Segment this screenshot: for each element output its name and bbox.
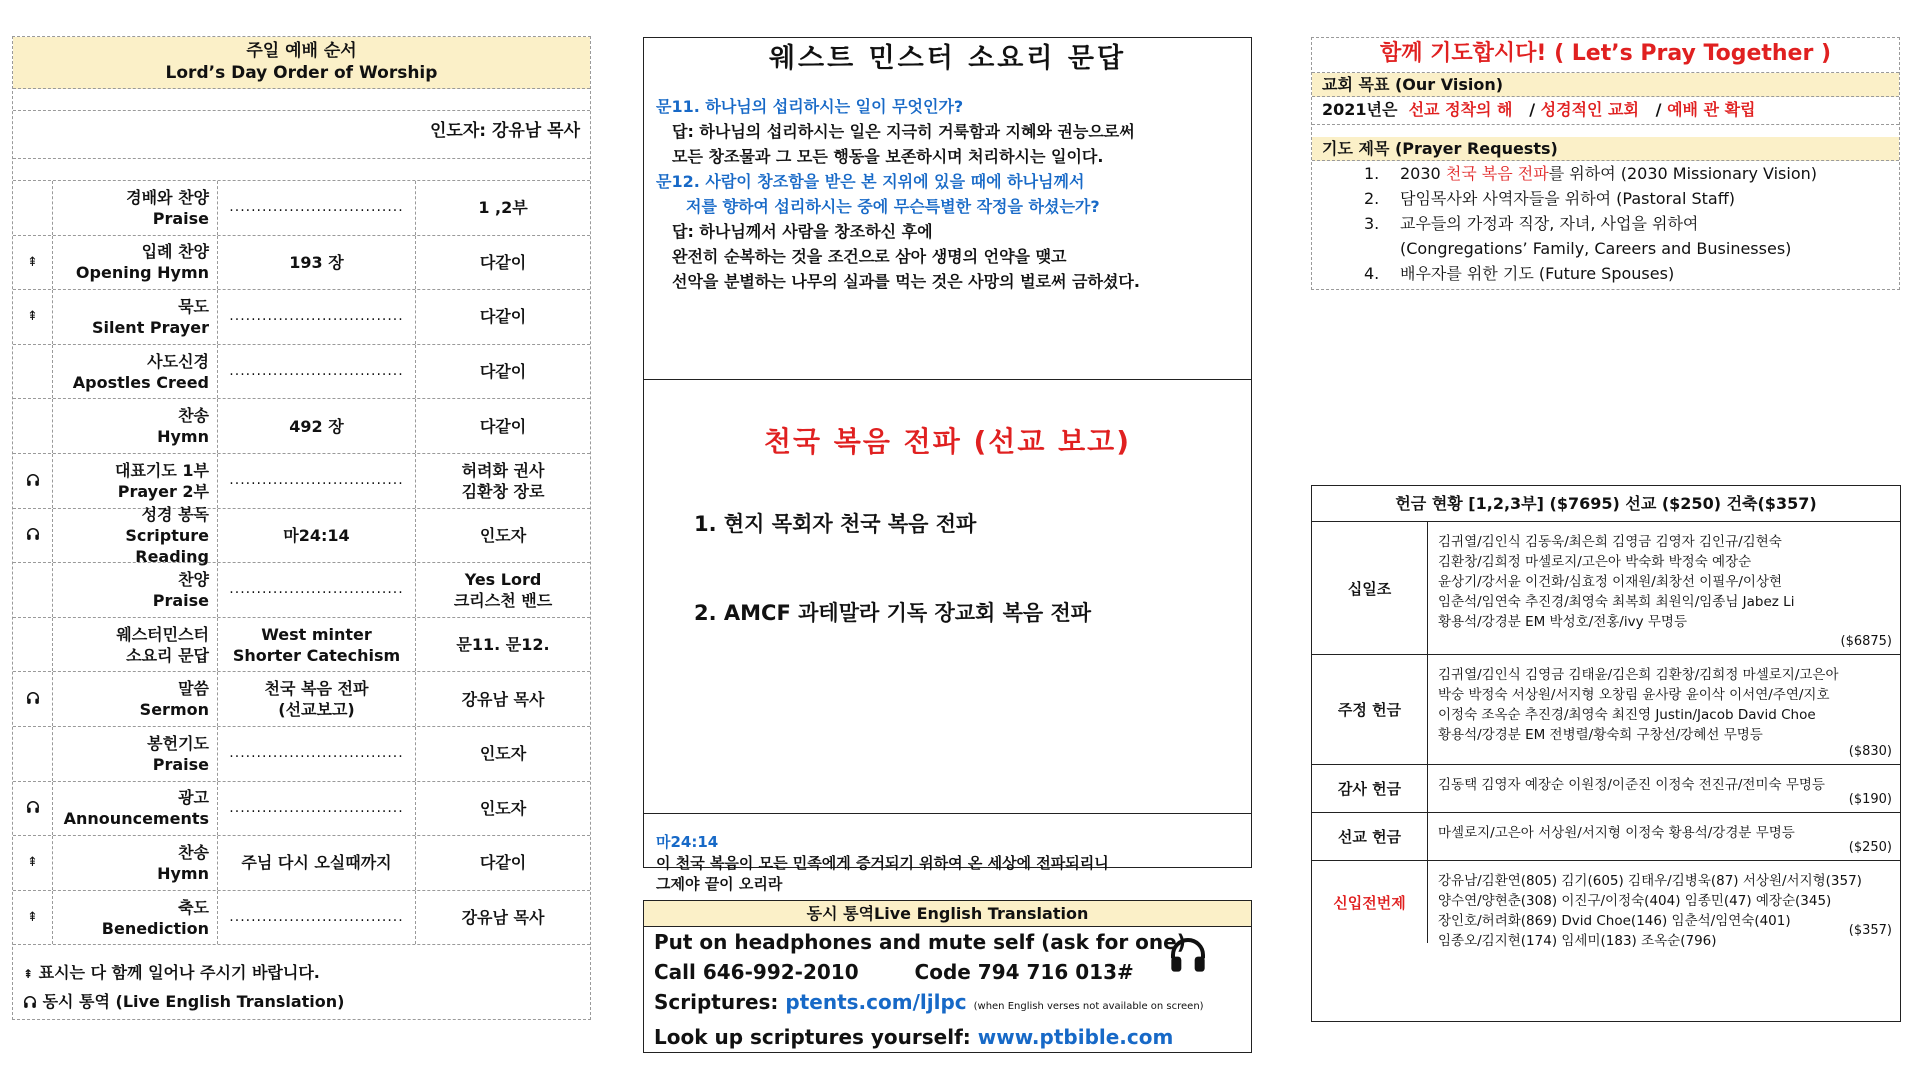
answer-11-line1: 답: 하나님의 섭리하시는 일은 지극히 거룩함과 지혜와 권능으로써 bbox=[672, 122, 1135, 141]
offering-names-line: 장인호/허려화(869) Dvid Choe(146) 임춘석/임연숙(401) bbox=[1438, 913, 1791, 929]
worship-row bbox=[13, 782, 590, 837]
worship-title-en: Lord’s Day Order of Worship bbox=[165, 63, 438, 83]
worship-row bbox=[13, 454, 590, 509]
lookup-link[interactable]: www.ptbible.com bbox=[977, 1025, 1174, 1049]
worship-row-name-ko: 봉헌기도 bbox=[147, 733, 209, 753]
worship-row-name-en: Benediction bbox=[101, 918, 209, 938]
worship-row-right bbox=[416, 891, 590, 945]
offering-names-line: 윤상기/강서윤 이건화/심효정 이재원/최창선 이필우/이상현 bbox=[1438, 574, 1783, 590]
worship-row-name-ko: 말씀 bbox=[178, 679, 209, 699]
offering-amount: ($250) bbox=[1848, 840, 1892, 855]
offering-names bbox=[1428, 813, 1900, 860]
worship-row-right bbox=[416, 290, 590, 344]
scriptures-link[interactable]: ptents.com/ljlpc bbox=[785, 990, 967, 1014]
stand-icon: ⇞ bbox=[27, 254, 38, 270]
mission-item-2: 2. AMCF 과테말라 기독 장교회 복음 전파 bbox=[694, 601, 1092, 625]
worship-row-person-2: 김환창 장로 bbox=[461, 481, 545, 501]
worship-row-right bbox=[416, 454, 590, 508]
worship-row-person: 인도자 bbox=[479, 744, 527, 764]
question-11: 문11. 하나님의 섭리하시는 일이 무엇인가? bbox=[656, 97, 964, 116]
offering-label: 주정 헌금 bbox=[1312, 655, 1428, 764]
worship-row-detail-2: Shorter Catechism bbox=[232, 645, 401, 665]
worship-row-name-en: Hymn bbox=[157, 863, 209, 883]
answer-12-line1: 답: 하나님께서 사람을 창조하신 후에 bbox=[672, 222, 933, 241]
worship-row-icon-cell bbox=[13, 727, 53, 781]
scriptures-label: Scriptures: bbox=[654, 990, 779, 1014]
verse-line1: 이 천국 복음이 모든 민족에게 증거되기 위하여 온 세상에 전파되리니 bbox=[656, 854, 1109, 872]
worship-row-name-ko: 웨스터민스터 bbox=[116, 624, 209, 644]
offering-label: 십일조 bbox=[1312, 522, 1428, 654]
scriptures-line bbox=[644, 987, 1251, 1022]
worship-row bbox=[13, 563, 590, 618]
worship-row-name-ko: 찬송 bbox=[178, 842, 209, 862]
worship-order-header bbox=[13, 37, 590, 89]
worship-row-icon-cell bbox=[13, 618, 53, 672]
worship-row-name-ko: 묵도 bbox=[178, 296, 209, 316]
worship-row-name-ko: 경배와 찬양 bbox=[126, 187, 209, 207]
worship-row-right bbox=[416, 836, 590, 890]
worship-row-name bbox=[53, 891, 218, 945]
dotted-leader: ................................ bbox=[229, 363, 404, 380]
spacer bbox=[13, 159, 590, 181]
worship-row-right bbox=[416, 236, 590, 290]
worship-row-icon-cell bbox=[13, 836, 53, 890]
worship-row-detail: 주님 다시 오실때까지 bbox=[241, 853, 392, 873]
worship-row-name bbox=[53, 181, 218, 235]
offering-names-line: 이정숙 조옥순 추진경/최영숙 최진영 Justin/Jacob David Choe bbox=[1438, 707, 1816, 723]
offering-amount: ($190) bbox=[1848, 792, 1892, 807]
worship-row-name bbox=[53, 236, 218, 290]
prayer-request-number: 4. bbox=[1364, 264, 1380, 283]
worship-row bbox=[13, 672, 590, 727]
prayer-title: 함께 기도합시다! ( Let’s Pray Together ) bbox=[1312, 38, 1899, 73]
worship-row-right bbox=[416, 399, 590, 453]
worship-row-right bbox=[416, 181, 590, 235]
worship-row-icon-cell bbox=[13, 891, 53, 945]
worship-row-right bbox=[416, 618, 590, 672]
offering-row bbox=[1312, 861, 1900, 949]
offering-amount: ($830) bbox=[1848, 744, 1892, 759]
worship-row bbox=[13, 290, 590, 345]
worship-row-name-ko: 찬송 bbox=[178, 406, 209, 426]
prayer-request-text: 배우자를 위한 기도 (Future Spouses) bbox=[1400, 264, 1675, 283]
prayer-request-number: 3. bbox=[1364, 214, 1380, 233]
headphones-icon bbox=[26, 527, 40, 543]
worship-row-person: 다같이 bbox=[479, 362, 527, 382]
worship-row-name bbox=[53, 504, 218, 566]
worship-row-person: Yes Lord bbox=[464, 569, 542, 589]
worship-row-person: 문11. 문12. bbox=[456, 635, 550, 655]
standing-note-text: 표시는 다 함께 일어나 주시기 바랍니다. bbox=[38, 963, 320, 983]
headphones-icon bbox=[26, 691, 40, 707]
worship-row-middle bbox=[218, 782, 416, 836]
worship-row-right bbox=[416, 782, 590, 836]
offering-names-line: 박숭 박정숙 서상원/서지형 오창림 윤사랑 윤이삭 이서연/주연/지호 bbox=[1438, 687, 1830, 703]
translation-title: 동시 통역Live English Translation bbox=[644, 901, 1251, 927]
worship-row-name-en: 소요리 문답 bbox=[126, 645, 209, 665]
worship-row-icon-cell bbox=[13, 509, 53, 563]
offering-rows bbox=[1312, 522, 1900, 949]
translation-note bbox=[23, 988, 590, 1015]
prayer-request-text: 담임목사와 사역자들을 위하여 (Pastoral Staff) bbox=[1400, 189, 1735, 208]
worship-row bbox=[13, 891, 590, 946]
vision-line bbox=[1312, 97, 1899, 125]
prayer-requests-list bbox=[1312, 161, 1899, 286]
verse-line2: 그제야 끝이 오리라 bbox=[656, 875, 783, 893]
worship-row bbox=[13, 504, 590, 566]
standing-note bbox=[23, 959, 590, 988]
vision-label: 교회 목표 (Our Vision) bbox=[1312, 73, 1899, 97]
answer-11-line2: 모든 창조물과 그 모든 행동을 보존하시며 처리하시는 일이다. bbox=[672, 147, 1104, 166]
worship-row-name-en: Praise bbox=[152, 590, 209, 610]
worship-row-name-en: Hymn bbox=[157, 427, 209, 447]
worship-row-middle bbox=[218, 399, 416, 453]
prayer-request-text-end: 를 위하여 (2030 Missionary Vision) bbox=[1548, 164, 1818, 183]
worship-row-middle bbox=[218, 672, 416, 726]
stand-icon: ⇞ bbox=[27, 309, 38, 325]
worship-row-person: 다같이 bbox=[479, 252, 527, 272]
lookup-line bbox=[644, 1022, 1251, 1052]
worship-row-right bbox=[416, 509, 590, 563]
prayer-panel bbox=[1311, 37, 1900, 290]
worship-rows bbox=[13, 181, 590, 945]
worship-row-icon-cell bbox=[13, 290, 53, 344]
call-number[interactable]: Call 646-992-2010 bbox=[654, 960, 859, 984]
verse-reference: 마24:14 bbox=[656, 833, 719, 851]
catechism-qa bbox=[644, 80, 1251, 380]
dotted-leader: ................................ bbox=[229, 745, 404, 762]
worship-row-name-en: Opening Hymn bbox=[75, 263, 209, 283]
worship-row-name-en: Silent Prayer bbox=[91, 317, 209, 337]
headphones-icon bbox=[26, 473, 40, 489]
worship-row-detail: 193 장 bbox=[289, 252, 344, 272]
vision-item-1: 선교 정착의 해 bbox=[1408, 100, 1513, 119]
worship-row-right bbox=[416, 727, 590, 781]
worship-row-name bbox=[53, 836, 218, 890]
offering-names bbox=[1428, 522, 1900, 654]
worship-row-name-ko: 대표기도 1부 bbox=[115, 460, 209, 480]
offering-names-line: 임춘석/임연숙 추진경/최영숙 최복희 최원익/임종님 Jabez Li bbox=[1438, 594, 1795, 610]
worship-row-name-ko: 광고 bbox=[178, 788, 209, 808]
offering-names-line: 황용석/강경분 EM 박성호/전홍/ivy 무명등 bbox=[1438, 614, 1687, 630]
worship-row-middle bbox=[218, 727, 416, 781]
offering-names bbox=[1428, 765, 1900, 812]
offering-names-line: 마셀로지/고은아 서상원/서지형 이정숙 황용석/강경분 무명등 bbox=[1438, 825, 1795, 841]
prayer-request-item bbox=[1364, 236, 1899, 261]
worship-row-icon-cell bbox=[13, 399, 53, 453]
prayer-request-number: 2. bbox=[1364, 189, 1380, 208]
headphones-icon bbox=[26, 800, 40, 816]
dotted-leader: ................................ bbox=[229, 199, 404, 216]
worship-row-person: 강유남 목사 bbox=[461, 689, 545, 709]
worship-row-name bbox=[53, 672, 218, 726]
worship-row-name bbox=[53, 290, 218, 344]
headphones-icon bbox=[23, 995, 37, 1009]
worship-row-person: 인도자 bbox=[479, 525, 527, 545]
worship-row-name bbox=[53, 345, 218, 399]
worship-row-middle bbox=[218, 618, 416, 672]
offering-names-line: 김귀열/김인식 김동욱/최은희 김영금 김영자 김인규/김현숙 bbox=[1438, 534, 1782, 550]
worship-row bbox=[13, 181, 590, 236]
stand-icon: ⇞ bbox=[27, 910, 38, 926]
prayer-request-item bbox=[1364, 261, 1899, 286]
worship-row-icon-cell bbox=[13, 345, 53, 399]
worship-order-panel bbox=[12, 36, 591, 1020]
offering-label: 신입전번제 bbox=[1312, 861, 1428, 943]
worship-row-name bbox=[53, 454, 218, 508]
prayer-request-item bbox=[1364, 161, 1899, 186]
worship-row-middle bbox=[218, 891, 416, 945]
worship-row-name-en: Praise bbox=[152, 208, 209, 228]
scriptures-note: (when English verses not available on screen) bbox=[973, 1001, 1204, 1012]
worship-row-person: 1 ,2부 bbox=[478, 198, 528, 218]
catechism-mission-panel bbox=[643, 37, 1252, 893]
offering-row bbox=[1312, 655, 1900, 765]
worship-row bbox=[13, 345, 590, 400]
worship-row-middle bbox=[218, 236, 416, 290]
worship-row-detail: 천국 복음 전파 bbox=[264, 679, 369, 699]
offering-names-line: 김귀열/김인식 김영금 김태윤/김은희 김환창/김희정 마셀로지/고은아 bbox=[1438, 667, 1839, 683]
stand-icon: ⇞ bbox=[27, 855, 38, 871]
dotted-leader: ................................ bbox=[229, 909, 404, 926]
worship-row bbox=[13, 727, 590, 782]
headphones-instruction: Put on headphones and mute self (ask for one) bbox=[654, 930, 1186, 954]
prayer-request-text: 교우들의 가정과 직장, 자녀, 사업을 위하여 bbox=[1400, 214, 1699, 233]
worship-row bbox=[13, 836, 590, 891]
dotted-leader: ................................ bbox=[229, 472, 404, 489]
offering-row bbox=[1312, 813, 1900, 861]
offering-amount: ($6875) bbox=[1840, 634, 1892, 649]
prayer-request-item bbox=[1364, 211, 1899, 236]
offering-row bbox=[1312, 765, 1900, 813]
worship-notes bbox=[13, 945, 590, 1015]
prayer-request-text: (Congregations’ Family, Careers and Businesses) bbox=[1400, 239, 1792, 258]
worship-row-middle bbox=[218, 836, 416, 890]
offering-row bbox=[1312, 522, 1900, 655]
worship-row-name-ko: 입례 찬양 bbox=[141, 242, 209, 262]
worship-row-person: 인도자 bbox=[479, 798, 527, 818]
worship-row-name-en: Scripture Reading bbox=[125, 525, 209, 566]
catechism-title: 웨스트 민스터 소요리 문답 bbox=[768, 43, 1127, 74]
worship-row-name-ko: 찬양 bbox=[178, 569, 209, 589]
vision-separator: / bbox=[1529, 100, 1536, 119]
worship-row-name-ko: 축도 bbox=[178, 897, 209, 917]
mission-item-1: 1. 현지 목회자 천국 복음 전파 bbox=[694, 512, 977, 536]
dotted-leader: ................................ bbox=[229, 799, 404, 816]
offering-names-line: 김동택 김영자 예장순 이원정/이준진 이정숙 전진규/전미숙 무명등 bbox=[1438, 777, 1825, 793]
worship-row-icon-cell bbox=[13, 563, 53, 617]
worship-row-name bbox=[53, 782, 218, 836]
worship-row-name-ko: 사도신경 bbox=[147, 351, 209, 371]
worship-row-icon-cell bbox=[13, 782, 53, 836]
lookup-label: Look up scriptures yourself: bbox=[654, 1025, 971, 1049]
offering-names bbox=[1428, 861, 1900, 949]
prayer-request-number: 1. bbox=[1364, 164, 1380, 183]
worship-row-detail-2: (선교보고) bbox=[278, 700, 355, 720]
spacer bbox=[13, 89, 590, 111]
leader-line: 인도자: 강유남 목사 bbox=[13, 111, 590, 159]
worship-row-middle bbox=[218, 345, 416, 399]
offering-names-line: 황용석/강경분 EM 전병렬/황숙희 구창선/강혜선 무명등 bbox=[1438, 727, 1763, 743]
dotted-leader: ................................ bbox=[229, 581, 404, 598]
dotted-leader: ................................ bbox=[229, 308, 404, 325]
verse-box bbox=[644, 814, 1251, 895]
worship-row bbox=[13, 399, 590, 454]
translation-note-text: 동시 통역 (Live English Translation) bbox=[42, 992, 345, 1012]
worship-row-person: 다같이 bbox=[479, 416, 527, 436]
translation-box bbox=[643, 900, 1252, 1053]
worship-row-right bbox=[416, 672, 590, 726]
vision-separator: / bbox=[1655, 100, 1662, 119]
worship-row bbox=[13, 618, 590, 673]
standing-icon: ⇞ bbox=[23, 967, 34, 982]
worship-row-middle bbox=[218, 290, 416, 344]
worship-row-middle bbox=[218, 181, 416, 235]
worship-row-person-2: 크리스천 밴드 bbox=[453, 590, 553, 610]
offering-names-line: 양수연/양현춘(308) 이진구/이정숙(404) 임종민(47) 예장순(345) bbox=[1438, 893, 1832, 909]
prayer-request-item bbox=[1364, 186, 1899, 211]
offering-label: 감사 헌금 bbox=[1312, 765, 1428, 812]
worship-row-detail: 492 장 bbox=[289, 416, 344, 436]
spacer bbox=[1312, 125, 1899, 137]
worship-row-name bbox=[53, 618, 218, 672]
offering-names-line: 임종오/김지현(174) 임세미(183) 조옥순(796) bbox=[1438, 933, 1717, 949]
worship-row-right bbox=[416, 345, 590, 399]
offering-label: 선교 헌금 bbox=[1312, 813, 1428, 860]
question-12-line1: 문12. 사람이 창조함을 받은 본 지위에 있을 때에 하나님께서 bbox=[656, 172, 1085, 191]
worship-row-detail: 마24:14 bbox=[283, 525, 350, 545]
offering-names-line: 강유남/김환연(805) 김기(605) 김태우/김병욱(87) 서상원/서지형(357) bbox=[1438, 873, 1862, 889]
worship-row-name bbox=[53, 727, 218, 781]
requests-label: 기도 제목 (Prayer Requests) bbox=[1312, 137, 1899, 161]
worship-row-name-en: Prayer 2부 bbox=[117, 481, 209, 501]
answer-12-line3: 선악을 분별하는 나무의 실과를 먹는 것은 사망의 벌로써 금하셨다. bbox=[672, 272, 1140, 291]
question-12-line2: 저를 향하여 섭리하시는 중에 무슨특별한 작정을 하셨는가? bbox=[686, 197, 1100, 216]
worship-row-name-en: Praise bbox=[152, 754, 209, 774]
vision-item-2: 성경적인 교회 bbox=[1540, 100, 1639, 119]
vision-year: 2021년은 bbox=[1322, 100, 1398, 119]
worship-row-name-en: Sermon bbox=[139, 700, 209, 720]
worship-row-name-en: Announcements bbox=[63, 809, 209, 829]
worship-row-right bbox=[416, 563, 590, 617]
worship-row-name-ko: 성경 봉독 bbox=[141, 504, 209, 524]
prayer-request-text: 2030 bbox=[1400, 164, 1446, 183]
worship-row-icon-cell bbox=[13, 236, 53, 290]
call-info bbox=[644, 957, 1251, 987]
mission-report bbox=[644, 380, 1251, 814]
worship-row-middle bbox=[218, 454, 416, 508]
worship-row-name bbox=[53, 399, 218, 453]
worship-row-person: 다같이 bbox=[479, 853, 527, 873]
offering-names-line: 김환창/김희정 마셀로지/고은아 박숙화 박정숙 예장순 bbox=[1438, 554, 1752, 570]
prayer-request-highlight: 천국 복음 전파 bbox=[1445, 164, 1549, 183]
worship-row-middle bbox=[218, 563, 416, 617]
worship-row-person: 허려화 권사 bbox=[461, 460, 545, 480]
offering-panel bbox=[1311, 485, 1901, 1022]
worship-row-middle bbox=[218, 509, 416, 563]
mission-title: 천국 복음 전파 (선교 보고) bbox=[763, 425, 1132, 458]
answer-12-line2: 완전히 순복하는 것을 조건으로 삼아 생명의 언약을 맺고 bbox=[672, 247, 1067, 266]
worship-row-person: 다같이 bbox=[479, 307, 527, 327]
vision-item-3: 예배 관 확립 bbox=[1667, 100, 1756, 119]
offering-header: 헌금 현황 [1,2,3부] ($7695) 선교 ($250) 건축($357) bbox=[1312, 486, 1900, 522]
worship-row-icon-cell bbox=[13, 181, 53, 235]
worship-row-icon-cell bbox=[13, 454, 53, 508]
worship-row-name-en: Apostles Creed bbox=[72, 372, 209, 392]
worship-row-person: 강유남 목사 bbox=[461, 908, 545, 928]
worship-title-ko: 주일 예배 순서 bbox=[246, 41, 357, 61]
worship-row-detail: West minter bbox=[261, 624, 372, 644]
worship-row bbox=[13, 236, 590, 291]
call-code: Code 794 716 013# bbox=[914, 960, 1134, 984]
offering-names bbox=[1428, 655, 1900, 764]
worship-row-name bbox=[53, 563, 218, 617]
headphones-icon bbox=[1168, 935, 1208, 975]
worship-row-icon-cell bbox=[13, 672, 53, 726]
offering-amount: ($357) bbox=[1848, 923, 1892, 938]
